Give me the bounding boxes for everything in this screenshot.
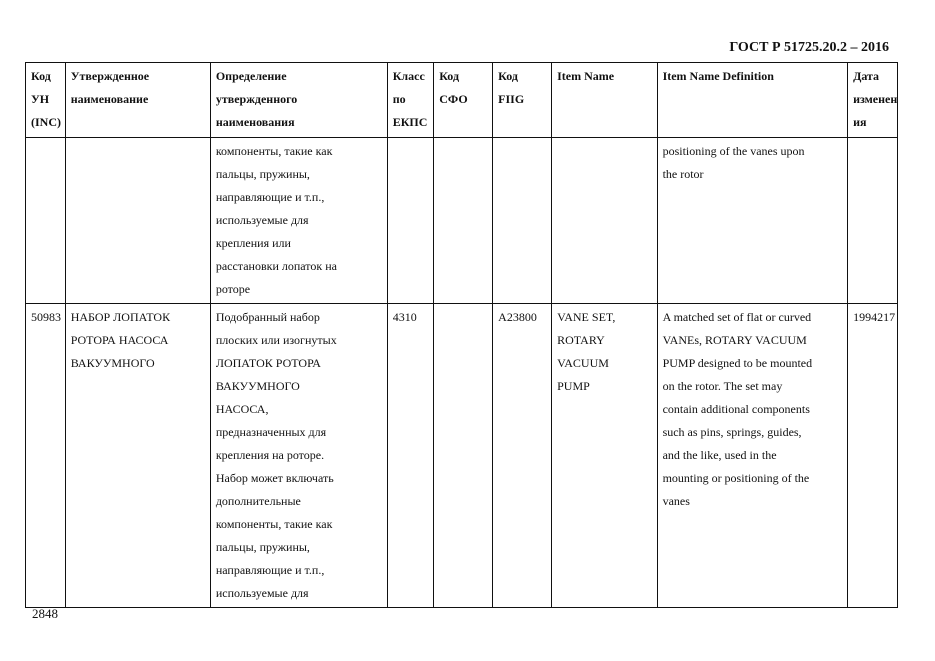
cell-line: FIIG <box>498 92 525 106</box>
table-cell <box>210 138 387 304</box>
cell-line: PUMP designed to be mounted <box>662 356 813 370</box>
cell-line: A23800 <box>498 310 537 324</box>
table-cell <box>848 304 898 608</box>
column-header <box>65 63 210 138</box>
cell-line: плоских или изогнутых <box>215 333 337 347</box>
cell-line: VANE SET, <box>557 310 616 324</box>
cell-line: крепления или <box>215 236 291 250</box>
cell-line: Код <box>439 69 460 83</box>
cell-line: A matched set of flat or curved <box>662 310 812 324</box>
cell-line: используемые для <box>215 586 309 600</box>
cell-line: расстановки лопаток на <box>215 259 337 273</box>
table-cell <box>210 304 387 608</box>
cell-line: such as pins, springs, guides, <box>662 425 802 439</box>
column-header <box>434 63 493 138</box>
table-cell <box>26 138 66 304</box>
cell-line: PUMP <box>557 379 590 393</box>
cell-line: утвержденного <box>215 92 298 106</box>
table-cell <box>387 304 433 608</box>
cell-line: VANEs, ROTARY VACUUM <box>662 333 807 347</box>
cell-line: the rotor <box>662 167 704 181</box>
table-cell <box>26 304 66 608</box>
cell-line: Код <box>31 69 51 83</box>
cell-line: дополнительные <box>215 494 301 508</box>
cell-line: наименование <box>70 92 149 106</box>
table-body <box>26 138 898 608</box>
cell-line: ВАКУУМНОГО <box>215 379 300 393</box>
cell-line: крепления на роторе. <box>215 448 325 462</box>
table-cell <box>493 304 552 608</box>
column-header <box>210 63 387 138</box>
column-header <box>493 63 552 138</box>
cell-line: on the rotor. The set may <box>662 379 783 393</box>
cell-line: НАСОСА, <box>215 402 269 416</box>
cell-line: компоненты, такие как <box>215 144 333 158</box>
table-row <box>26 304 898 608</box>
table-cell <box>387 138 433 304</box>
cell-line: Утвержденное <box>70 69 150 83</box>
cell-line: 4310 <box>392 310 417 324</box>
table-cell <box>65 304 210 608</box>
cell-line: пальцы, пружины, <box>215 540 310 554</box>
cell-line: направляющие и т.п., <box>215 190 325 204</box>
cell-line: contain additional components <box>662 402 810 416</box>
cell-line: and the like, used in the <box>662 448 777 462</box>
column-header <box>848 63 898 138</box>
table-cell <box>657 138 848 304</box>
cell-line: VACUUM <box>557 356 609 370</box>
cell-line: Item Name Definition <box>662 69 774 83</box>
table-cell <box>657 304 848 608</box>
cell-line: positioning of the vanes upon <box>662 144 805 158</box>
table-row <box>26 138 898 304</box>
cell-line: vanes <box>662 494 690 508</box>
table-cell <box>434 138 493 304</box>
cell-line: mounting or positioning of the <box>662 471 810 485</box>
cell-line: пальцы, пружины, <box>215 167 310 181</box>
cell-line: Код <box>498 69 518 83</box>
table-cell <box>493 138 552 304</box>
table-cell <box>552 304 657 608</box>
column-header <box>387 63 433 138</box>
table-cell <box>848 138 898 304</box>
cell-line: УН <box>31 92 50 106</box>
cell-line: компоненты, такие как <box>215 517 333 531</box>
table-cell <box>552 138 657 304</box>
cell-line: СФО <box>439 92 468 106</box>
column-header <box>26 63 66 138</box>
cell-line: наименования <box>215 115 295 129</box>
cell-line: направляющие и т.п., <box>215 563 325 577</box>
table-cell <box>434 304 493 608</box>
column-header <box>552 63 657 138</box>
cell-line: ЕКПС <box>392 115 428 129</box>
cell-line: Item Name <box>557 69 615 83</box>
table-header-row <box>26 63 898 138</box>
cell-line: Набор может включать <box>215 471 334 485</box>
cell-line: 1994217 <box>853 310 896 324</box>
column-header <box>657 63 848 138</box>
cell-line: предназначенных для <box>215 425 327 439</box>
cell-line: роторе <box>215 282 251 296</box>
document-code: ГОСТ Р 51725.20.2 – 2016 <box>729 40 889 55</box>
cell-line: изменен <box>853 92 898 106</box>
cell-line: 50983 <box>31 310 61 324</box>
cell-line: (INC) <box>31 115 61 129</box>
cell-line: Дата <box>853 69 880 83</box>
catalog-table <box>25 62 898 608</box>
cell-line: ЛОПАТОК РОТОРА <box>215 356 321 370</box>
cell-line: ВАКУУМНОГО <box>70 356 155 370</box>
cell-line: Определение <box>215 69 287 83</box>
cell-line: по <box>392 92 406 106</box>
cell-line: ROTARY <box>557 333 605 347</box>
cell-line: РОТОРА НАСОСА <box>70 333 169 347</box>
cell-line: ия <box>853 115 867 129</box>
table-cell <box>65 138 210 304</box>
cell-line: Класс <box>392 69 425 83</box>
cell-line: Подобранный набор <box>215 310 320 324</box>
cell-line: НАБОР ЛОПАТОК <box>70 310 171 324</box>
cell-line: используемые для <box>215 213 309 227</box>
page-number: 2848 <box>32 606 58 621</box>
